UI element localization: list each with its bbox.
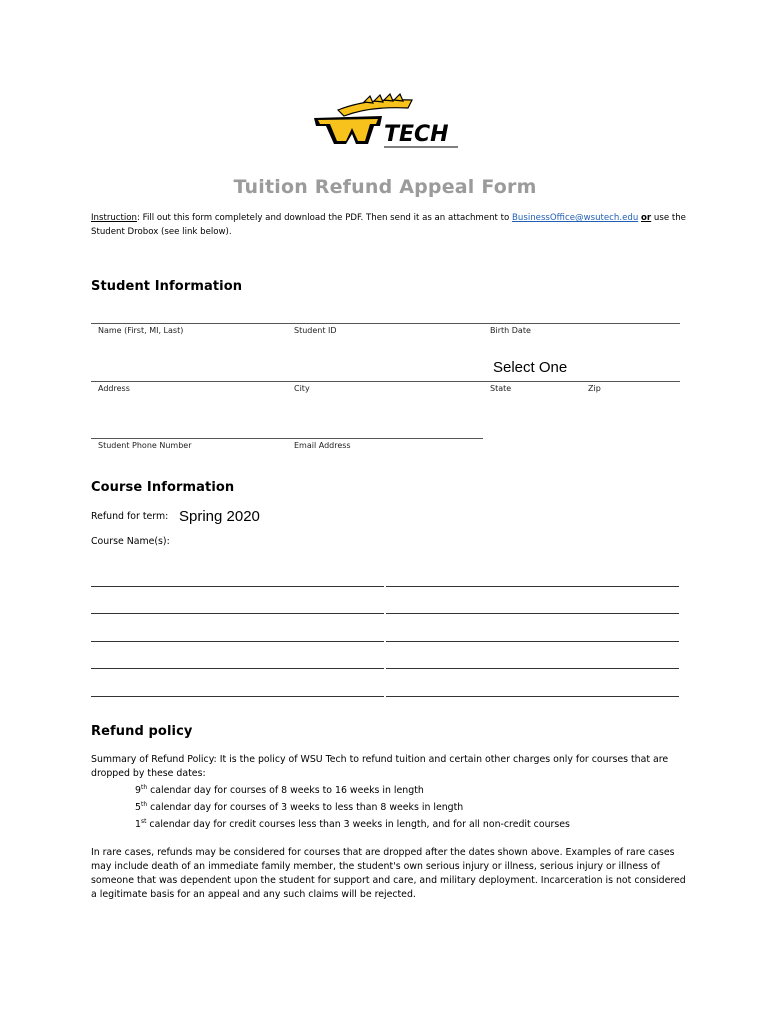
instruction-text-1: : Fill out this form completely and download the PDF. Then send it as an attachment to	[137, 213, 512, 223]
refund-policy-body	[91, 753, 691, 902]
svg-text:TECH: TECH	[384, 122, 449, 147]
divider	[91, 438, 483, 439]
state-label: State	[490, 384, 512, 393]
form-title: Tuition Refund Appeal Form	[233, 176, 537, 198]
policy-item-text: calendar day for courses of 8 weeks to 16 weeks in length	[147, 785, 424, 797]
instructions-text	[91, 212, 691, 239]
policy-item	[91, 781, 691, 798]
course-name-line[interactable]	[91, 668, 384, 669]
policy-item-num: 1	[135, 819, 141, 831]
or-text: or	[641, 213, 652, 223]
course-name-line[interactable]	[386, 586, 679, 587]
course-name-line[interactable]	[386, 613, 679, 614]
policy-item-text: calendar day for credit courses less than 3 weeks in length, and for all non-credit courses	[146, 819, 570, 831]
course-name-line[interactable]	[91, 586, 384, 587]
state-select[interactable]: Select One	[493, 359, 568, 376]
birth-date-label: Birth Date	[490, 326, 531, 335]
policy-item-sup: st	[140, 818, 147, 826]
instruction-text-2: use the Student Drobox (see link below).	[91, 213, 686, 237]
course-name-line[interactable]	[91, 696, 384, 697]
instruction-label: Instruction	[91, 213, 137, 223]
student-info-heading: Student Information	[91, 279, 243, 294]
course-name-line[interactable]	[91, 641, 384, 642]
city-label: City	[294, 384, 310, 393]
name-label: Name (First, MI, Last)	[98, 326, 184, 335]
course-info-heading: Course Information	[91, 480, 235, 495]
policy-rare-cases: In rare cases, refunds may be considered for courses that are dropped after the dates shown above. Examples of rare cases may include death of an immediate family member, the student's own serious injury or illness, serious injury or illness of someone that was dependent upon the student for support and care, and military deployment. Incarceration is not considered a legitimate basis for an appeal and any such claims will be rejected.	[91, 847, 686, 901]
policy-item	[91, 815, 691, 832]
refund-term-label: Refund for term:	[91, 511, 169, 522]
business-office-email-link[interactable]: BusinessOffice@wsutech.edu	[512, 213, 639, 223]
policy-summary: Summary of Refund Policy: It is the policy of WSU Tech to refund tuition and certain other charges only for courses that are dropped by these dates:	[91, 754, 669, 779]
wsu-tech-logo	[308, 92, 466, 154]
course-name-line[interactable]	[386, 641, 679, 642]
address-label: Address	[98, 384, 130, 393]
policy-item-num: 9	[135, 785, 141, 797]
zip-label: Zip	[588, 384, 601, 393]
policy-item-num: 5	[135, 802, 141, 814]
policy-item-sup: th	[140, 801, 148, 809]
course-names-label: Course Name(s):	[91, 536, 170, 547]
policy-item	[91, 798, 691, 815]
divider	[91, 323, 680, 324]
student-id-label: Student ID	[294, 326, 337, 335]
course-name-line[interactable]	[386, 696, 679, 697]
email-label: Email Address	[294, 441, 351, 450]
course-name-line[interactable]	[91, 613, 384, 614]
course-name-line[interactable]	[386, 668, 679, 669]
refund-policy-heading: Refund policy	[91, 724, 193, 739]
phone-label: Student Phone Number	[98, 441, 192, 450]
refund-term-input[interactable]: Spring 2020	[179, 508, 260, 525]
policy-item-sup: th	[140, 784, 148, 791]
divider	[91, 381, 680, 382]
policy-item-text: calendar day for courses of 3 weeks to less than 8 weeks in length	[147, 802, 464, 814]
